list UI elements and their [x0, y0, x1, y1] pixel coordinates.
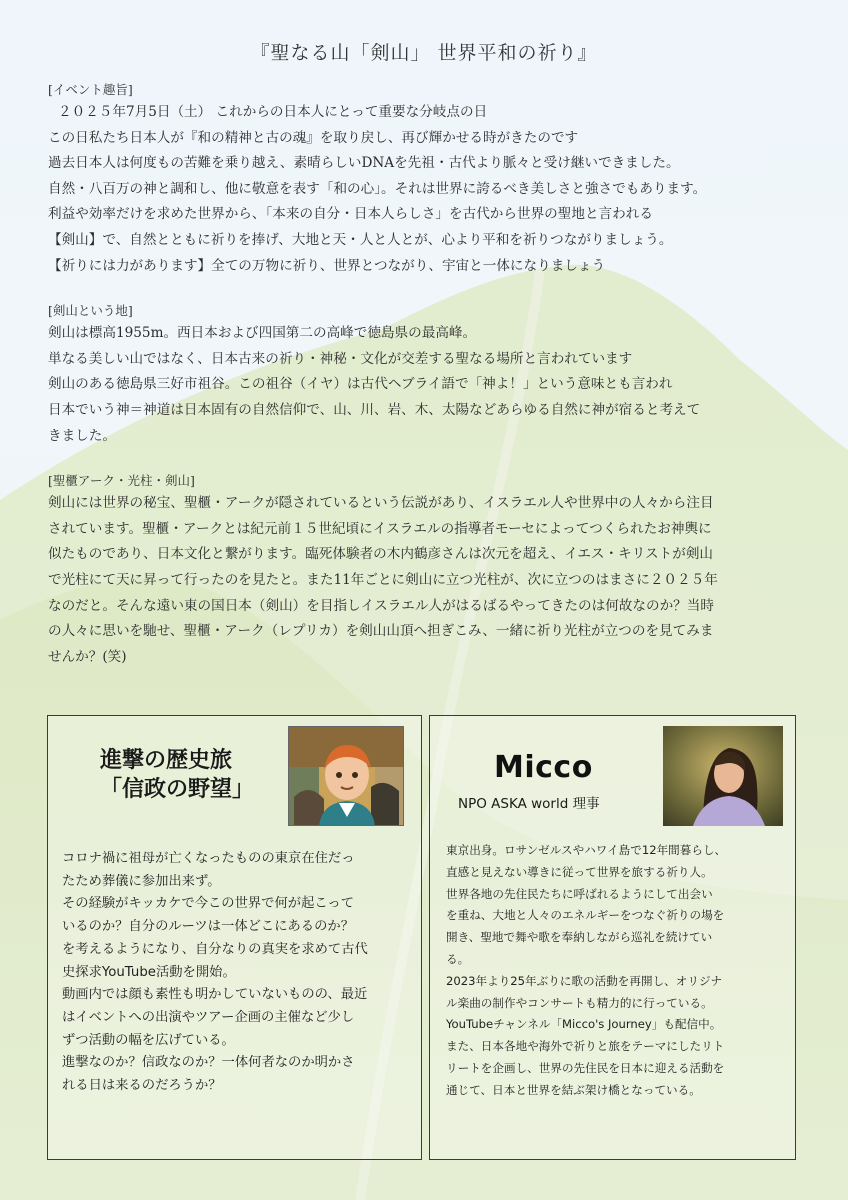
right-body-line: YouTubeチャンネル「Micco's Journey」も配信中。 — [446, 1017, 722, 1032]
right-body-line: 直感と見えない導きに従って世界を旅する祈り人。 — [446, 864, 713, 879]
left-card-title-line: 進撃の歴史旅 — [100, 748, 233, 773]
place-line: 単なる美しい山ではなく、日本古来の祈り・神秘・文化が交差する聖なる場所と言われています — [48, 350, 633, 367]
section-heading-event: [イベント趣旨] — [48, 82, 133, 97]
left-body-line: れる日は来るのだろうか？ — [62, 1078, 222, 1094]
left-body-line: を考えるようになり、自分なりの真実を求めて古代 — [62, 941, 368, 957]
right-body-line: を重ね、大地と人々のエネルギーをつなぐ祈りの場を — [446, 908, 725, 923]
profile-card-right — [429, 715, 796, 1160]
right-body-line: 開き、聖地で舞や歌を奉納しながら巡礼を続けてい — [446, 930, 713, 945]
ark-line: の人々に思いを馳せ、聖櫃・アーク（レプリカ）を剣山山頂へ担ぎこみ、一緒に祈り光柱が立つのを見てみま — [48, 623, 714, 640]
left-card-title — [100, 746, 254, 804]
ark-line: なのだと。そんな遠い東の国日本（剣山）を目指しイスラエル人がはるばるやってきたのは何故なのか？当時 — [48, 597, 714, 614]
page-title: 『聖なる山「剣山」 世界平和の祈り』 — [250, 42, 598, 64]
section-heading-ark: [聖櫃アーク・光柱・剣山] — [48, 473, 195, 489]
left-body-line: コロナ禍に祖母が亡くなったものの東京在住だっ — [62, 851, 355, 866]
right-body-line: また、日本各地や海外で祈りと旅をテーマにしたリト — [446, 1039, 725, 1054]
left-body-line: 進撃なのか？信政なのか？一体何者なのか明かさ — [62, 1055, 355, 1071]
right-body-line: 通じて、日本と世界を結ぶ架け橋となっている。 — [446, 1082, 701, 1097]
left-card-body — [62, 848, 414, 1098]
place-line: 日本でいう神＝神道は日本固有の自然信仰で、山、川、岩、木、太陽などあらゆる自然に神が宿ると考えて — [48, 401, 701, 418]
ark-line: で光柱にて天に昇って行ったのを見たと。また11年ごとに剣山に立つ光柱が、次に立つのはまさに２０２５年 — [48, 571, 718, 588]
ark-line: せんか？(笑) — [48, 648, 127, 665]
right-body-line: 2023年より25年ぶりに歌の活動を再開し、オリジナ — [446, 973, 723, 988]
left-body-line: 動画内では顔も素性も明かしていないものの、最近 — [62, 987, 368, 1003]
ark-line: 剣山には世界の秘宝、聖櫃・アークが隠されているという伝説があり、イスラエル人や世界中の人々から注目 — [48, 495, 714, 512]
portrait-photo — [663, 726, 783, 826]
left-body-line: たため葬儀に参加出来ず。 — [62, 873, 221, 889]
event-line: ２０２５年7月5日（土） これからの日本人にとって重要な分岐点の日 — [58, 104, 488, 120]
left-body-line: いるのか？自分のルーツは一体どこにあるのか？ — [62, 919, 354, 935]
cartoon-avatar-image — [288, 726, 404, 826]
right-card-body — [446, 840, 791, 1102]
place-line: きました。 — [48, 427, 116, 444]
right-body-line: 世界各地の先住民たちに呼ばれるようにして出会い — [446, 886, 713, 901]
event-line: 【剣山】で、自然とともに祈りを捧げ、大地と天・人と人とが、心より平和を祈りつながりましょう。 — [48, 231, 673, 248]
section-heading-place: [剣山という地] — [48, 303, 133, 319]
right-body-line: 東京出身。ロサンゼルスやハワイ島で12年間暮らし、 — [446, 843, 727, 857]
left-body-line: その経験がキッカケで今この世界で何が起こって — [62, 896, 354, 912]
left-body-line: 史探求YouTube活動を開始。 — [62, 964, 236, 980]
profile-name: Micco — [494, 750, 593, 785]
profile-role: NPO ASKA world 理事 — [458, 796, 600, 812]
event-line: 自然・八百万の神と調和し、他に敬意を表す「和の心」。それは世界に誇るべき美しさと強さでもあります。 — [48, 180, 707, 197]
article-body — [48, 80, 800, 670]
event-line: この日私たち日本人が『和の精神と古の魂』を取り戻し、再び輝かせる時がきたのです — [48, 129, 579, 146]
event-line: 利益や効率だけを求めた世界から、「本来の自分・日本人らしさ」を古代から世界の聖地と言われる — [48, 206, 653, 223]
profile-card-left — [47, 715, 422, 1160]
ark-line: 似たものであり、日本文化と繋がります。臨死体験者の木内鶴彦さんは次元を超え、イエス・キリストが剣山 — [48, 546, 714, 563]
left-body-line: はイベントへの出演やツアー企画の主催など少し — [62, 1009, 355, 1025]
event-line: 過去日本人は何度もの苦難を乗り越え、素晴らしいDNAを先祖・古代より脈々と受け継いできました。 — [48, 155, 680, 172]
right-body-line: る。 — [446, 951, 470, 966]
right-body-line: ル楽曲の制作やコンサートも精力的に行っている。 — [446, 995, 713, 1010]
left-body-line: ずつ活動の幅を広げている。 — [62, 1032, 235, 1048]
event-line: 【祈りには力があります】全ての万物に祈り、世界とつながり、宇宙と一体になりましょう — [48, 257, 606, 274]
right-body-line: リートを企画し、世界の先住民を日本に迎える活動を — [446, 1060, 725, 1075]
place-line: 剣山のある徳島県三好市祖谷。この祖谷（イヤ）は古代ヘブライ語で「神よ！」という意味とも言われ — [48, 376, 673, 393]
ark-line: されています。聖櫃・アークとは紀元前１５世紀頃にイスラエルの指導者モーセによってつくられたお神輿に — [48, 520, 712, 537]
place-line: 剣山は標高1955m。西日本および四国第二の高峰で徳島県の最高峰。 — [48, 325, 477, 342]
left-card-title-line: 「信政の野望」 — [100, 777, 255, 802]
